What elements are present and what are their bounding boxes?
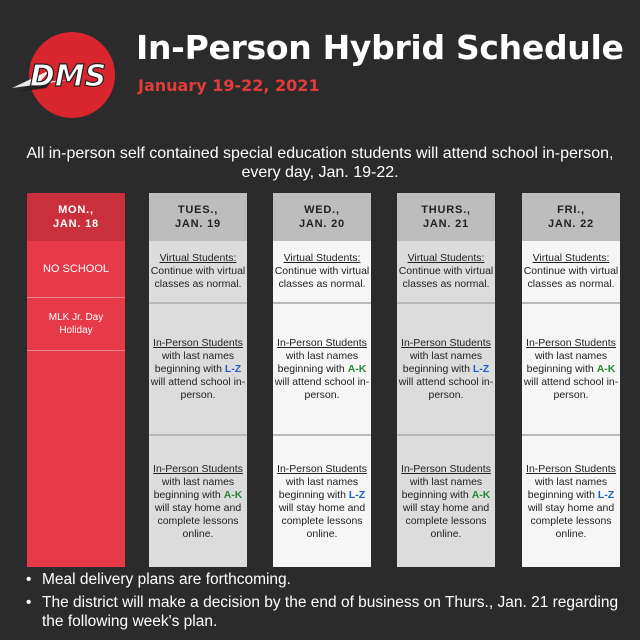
- home-post: will stay home and complete lessons online.: [278, 501, 366, 540]
- day-header-friday: FRI., JAN. 22: [522, 193, 620, 241]
- column-friday: [522, 193, 620, 567]
- home-group: A-K: [223, 488, 243, 501]
- virtual-title: Virtual Students:: [159, 252, 237, 264]
- school-logo: [10, 30, 130, 120]
- virtual-cell: [149, 241, 247, 302]
- attend-group: A-K: [347, 362, 367, 375]
- attend-title: In-Person Students: [526, 336, 616, 349]
- virtual-text: Continue with virtual classes as normal.: [274, 265, 370, 290]
- notes-list: [24, 570, 624, 635]
- home-pre: with last names beginning with: [278, 475, 359, 501]
- home-group: A-K: [471, 488, 491, 501]
- home-title: In-Person Students: [277, 462, 367, 475]
- home-pre: with last names beginning with: [153, 475, 235, 501]
- day-header-thursday: THURS., JAN. 21: [397, 193, 495, 241]
- home-group: L-Z: [348, 488, 366, 501]
- schedule-date: January 19-22, 2021: [138, 76, 320, 95]
- virtual-cell: [397, 241, 495, 302]
- attend-pre: with last names beginning with: [526, 349, 608, 375]
- day-header-tuesday: TUES., JAN. 19: [149, 193, 247, 241]
- attend-group: L-Z: [224, 362, 242, 375]
- note-item: • Meal delivery plans are forthcoming.: [24, 570, 624, 589]
- home-pre: with last names beginning with: [527, 475, 608, 501]
- column-thursday: [397, 193, 495, 567]
- virtual-title: Virtual Students:: [407, 252, 485, 264]
- attend-pre: with last names beginning with: [402, 349, 483, 375]
- home-post: will stay home and complete lessons online.: [154, 501, 242, 540]
- day-header-monday: MON., JAN. 18: [27, 193, 125, 241]
- attend-cell: [273, 302, 371, 434]
- home-cell: [522, 434, 620, 567]
- holiday-label: MLK Jr. Day Holiday: [27, 298, 125, 351]
- day-header-wednesday: WED., JAN. 20: [273, 193, 371, 241]
- attend-pre: with last names beginning with: [154, 349, 235, 375]
- attend-post: will attend school in-person.: [150, 375, 246, 401]
- attend-title: In-Person Students: [153, 336, 243, 349]
- home-cell: [397, 434, 495, 567]
- home-cell: [273, 434, 371, 567]
- note-item: • The district will make a decision by the end of business on Thurs., Jan. 21 regarding the following week's plan.: [24, 593, 624, 631]
- virtual-text: Continue with virtual classes as normal.: [523, 265, 619, 290]
- column-tuesday: [149, 193, 247, 567]
- attend-pre: with last names beginning with: [277, 349, 359, 375]
- attend-group: L-Z: [472, 362, 490, 375]
- attend-post: will attend school in-person.: [523, 375, 619, 401]
- attend-post: will attend school in-person.: [274, 375, 370, 401]
- home-pre: with last names beginning with: [401, 475, 483, 501]
- column-monday: [27, 193, 125, 567]
- virtual-title: Virtual Students:: [532, 252, 610, 264]
- attend-group: A-K: [596, 362, 616, 375]
- home-post: will stay home and complete lessons online.: [527, 501, 615, 540]
- column-wednesday: [273, 193, 371, 567]
- virtual-cell: [273, 241, 371, 302]
- home-group: L-Z: [597, 488, 615, 501]
- home-title: In-Person Students: [526, 462, 616, 475]
- attend-cell: [522, 302, 620, 434]
- home-post: will stay home and complete lessons online.: [402, 501, 490, 540]
- home-cell: [149, 434, 247, 567]
- home-title: In-Person Students: [153, 462, 243, 475]
- no-school-label: NO SCHOOL: [27, 241, 125, 298]
- virtual-title: Virtual Students:: [283, 252, 361, 264]
- attend-title: In-Person Students: [277, 336, 367, 349]
- logo-text: DMS: [29, 59, 107, 94]
- virtual-text: Continue with virtual classes as normal.: [150, 265, 246, 290]
- intro-text: All in-person self contained special education students will attend school in-person, every day, Jan. 19-22.: [26, 145, 614, 181]
- page-title: In-Person Hybrid Schedule: [136, 28, 624, 67]
- virtual-text: Continue with virtual classes as normal.: [398, 265, 494, 290]
- attend-post: will attend school in-person.: [398, 375, 494, 401]
- attend-cell: [397, 302, 495, 434]
- home-title: In-Person Students: [401, 462, 491, 475]
- virtual-cell: [522, 241, 620, 302]
- attend-title: In-Person Students: [401, 336, 491, 349]
- attend-cell: [149, 302, 247, 434]
